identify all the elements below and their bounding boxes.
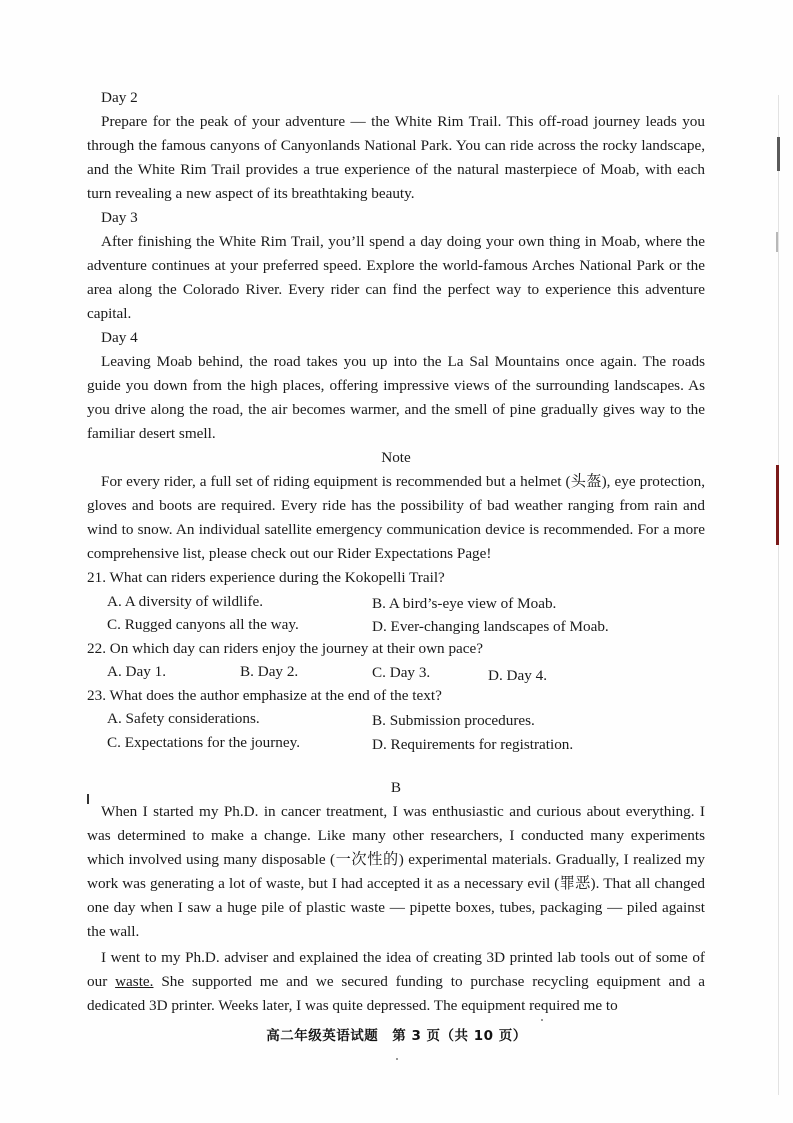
question-stem: 23. What does the author emphasize at the end of the text? bbox=[87, 686, 442, 704]
day4-heading: Day 4 bbox=[101, 329, 138, 346]
scan-dot bbox=[541, 1019, 543, 1021]
paragraph-2-end: She supported me and we secured funding to purchase recycling equipment and a dedicated 3D printer. Weeks later, I was quite depressed. The equipment required me to bbox=[87, 973, 705, 1014]
page-footer: 高二年级英语试题 第 3 页（共 10 页） bbox=[266, 1028, 527, 1044]
option-d[interactable]: D. Requirements for registration. bbox=[372, 735, 574, 753]
scan-tick-mark bbox=[87, 794, 89, 804]
day3-heading: Day 3 bbox=[101, 209, 138, 226]
option-d[interactable]: D. Ever-changing landscapes of Moab. bbox=[372, 618, 609, 635]
option-c[interactable]: C. Day 3. bbox=[372, 664, 431, 681]
passage-b-heading: B bbox=[390, 779, 402, 796]
scan-mark-dark bbox=[777, 137, 780, 171]
question-22 bbox=[87, 637, 705, 684]
question-stem: 22. On which day can riders enjoy the journey at their own pace? bbox=[87, 639, 484, 657]
option-row bbox=[87, 613, 705, 637]
day4-text: Leaving Moab behind, the road takes you up into the La Sal Mountains once again. The roads guide you down from the high places, offering impressive views of the surrounding landscapes. As you drive along the road, the air becomes warmer, and the smell of pine gradually gives way to the familiar desert smell. bbox=[87, 353, 705, 442]
option-c[interactable]: C. Expectations for the journey. bbox=[107, 733, 301, 751]
option-a[interactable]: A. Safety considerations. bbox=[107, 710, 260, 727]
option-a[interactable]: A. A diversity of wildlife. bbox=[107, 592, 264, 610]
note-text: For every rider, a full set of riding equipment is recommended but a helmet (头盔), eye protection, gloves and boots are required. Every ride has the possibility of bad weather ranging from rain and wind to snow. An individual satellite emergency communication device is recommended. For a more comprehensive list, please check out our Rider Expectations Page! bbox=[87, 473, 705, 562]
passage-b-paragraph-2 bbox=[87, 946, 705, 1018]
scan-mark-red bbox=[776, 465, 779, 545]
scan-dot bbox=[396, 1058, 398, 1060]
scan-mark-light bbox=[776, 232, 778, 252]
question-23 bbox=[87, 684, 705, 755]
day2-text: Prepare for the peak of your adventure — the White Rim Trail. This off-road journey leads you through the famous canyons of Canyonlands National Park. You can ride across the rocky landscape, and the White Rim Trail provides a true experience of the natural masterpiece of Moab, with each turn revealing a new aspect of its breathtaking beauty. bbox=[87, 113, 705, 202]
option-row bbox=[87, 660, 705, 684]
day3-text: After finishing the White Rim Trail, you’ll spend a day doing your own thing in Moab, where the adventure continues at your preferred speed. Explore the world-famous Arches National Park or the area along the Colorado River. Every rider can find the perfect way to experience this adventure capital. bbox=[87, 233, 705, 322]
option-b[interactable]: B. A bird’s-eye view of Moab. bbox=[372, 594, 557, 612]
option-row bbox=[87, 590, 705, 614]
option-c[interactable]: C. Rugged canyons all the way. bbox=[107, 616, 299, 633]
option-b[interactable]: B. Day 2. bbox=[240, 663, 299, 680]
note-heading: Note bbox=[381, 449, 411, 466]
underlined-word-waste: waste. bbox=[115, 973, 154, 990]
scan-edge-line bbox=[778, 95, 779, 1095]
spacer bbox=[87, 754, 705, 776]
passage-a bbox=[87, 86, 705, 1018]
question-stem: 21. What can riders experience during the Kokopelli Trail? bbox=[87, 569, 445, 586]
option-row bbox=[87, 707, 705, 731]
paragraph-2-start: I went to my Ph.D. adviser and explained the idea of creating 3D printed lab tools out of some of our bbox=[87, 949, 705, 990]
day2-heading: Day 2 bbox=[101, 89, 138, 106]
option-d[interactable]: D. Day 4. bbox=[488, 667, 548, 684]
option-row bbox=[87, 731, 705, 755]
option-a[interactable]: A. Day 1. bbox=[107, 663, 167, 680]
passage-b-paragraph-1: When I started my Ph.D. in cancer treatment, I was enthusiastic and curious about everything. I was determined to make a change. Like many other researchers, I conducted many experiments which involved using many disposable (一次性的) experimental materials. Gradually, I realized my work was generating a lot of waste, but I had accepted it as a necessary evil (罪恶). That all changed one day when I saw a huge pile of plastic waste — pipette boxes, tubes, packaging — piled against the wall. bbox=[87, 803, 705, 940]
option-b[interactable]: B. Submission procedures. bbox=[372, 712, 535, 729]
question-21 bbox=[87, 566, 705, 637]
